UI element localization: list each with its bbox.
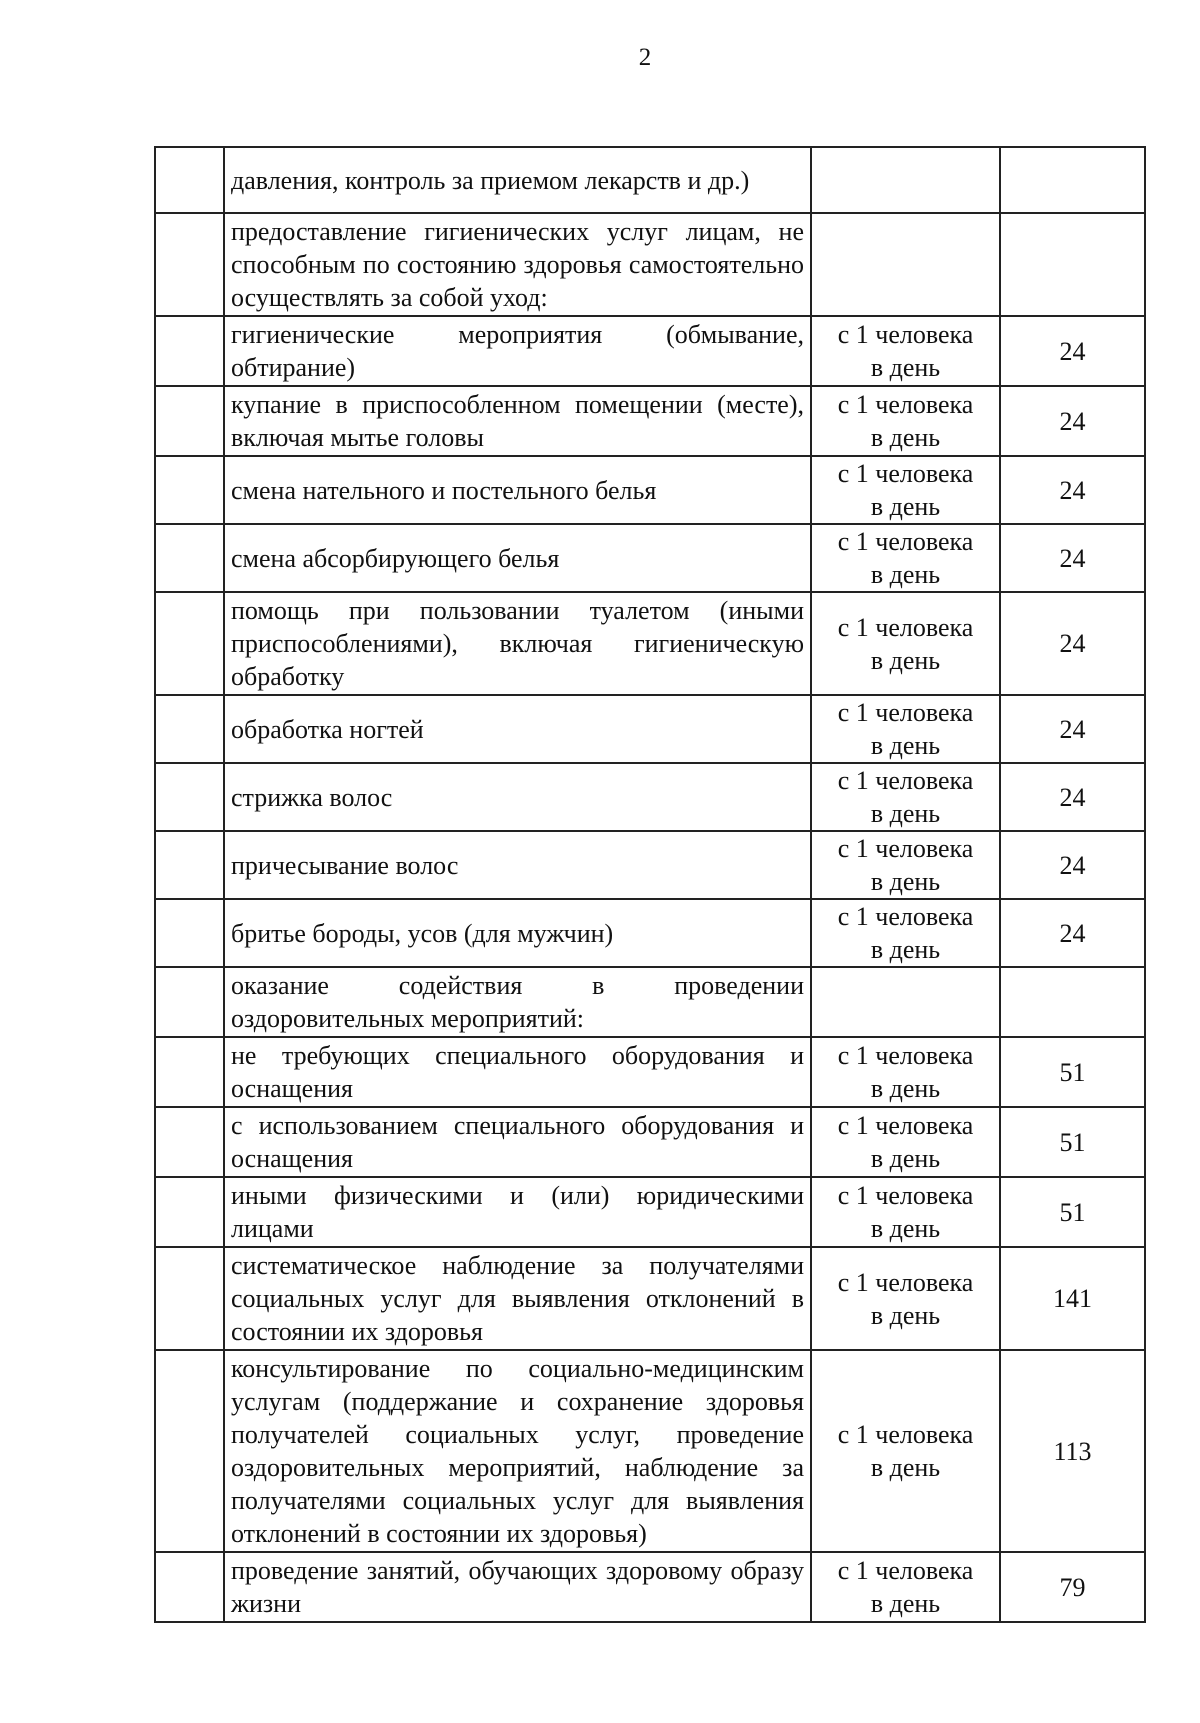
row-number-cell xyxy=(155,592,224,695)
rate-value: 51 xyxy=(1000,1037,1145,1107)
unit-line-1: с 1 человека xyxy=(837,527,974,556)
unit-line-2: в день xyxy=(870,867,941,896)
table-row xyxy=(155,147,1145,213)
unit-line-1: с 1 человека xyxy=(837,902,974,931)
row-number-cell xyxy=(155,1107,224,1177)
unit-cell xyxy=(811,1247,1000,1350)
rate-value: 79 xyxy=(1000,1552,1145,1622)
row-number-cell xyxy=(155,524,224,592)
rate-value xyxy=(1000,147,1145,213)
unit-cell xyxy=(811,316,1000,386)
unit-line-2: в день xyxy=(870,560,941,589)
page-number: 2 xyxy=(638,44,652,71)
table-row xyxy=(155,831,1145,899)
unit-line-2: в день xyxy=(870,1453,941,1482)
unit-line-1: с 1 человека xyxy=(837,1556,974,1585)
row-number-cell xyxy=(155,1247,224,1350)
unit-line-1: с 1 человека xyxy=(837,1420,974,1449)
rate-value: 51 xyxy=(1000,1177,1145,1247)
table-row xyxy=(155,763,1145,831)
unit-cell xyxy=(811,524,1000,592)
rate-value: 24 xyxy=(1000,386,1145,456)
service-description: иными физическими и (или) юридическими лицами xyxy=(224,1177,811,1247)
row-number-cell xyxy=(155,831,224,899)
rate-value: 24 xyxy=(1000,695,1145,763)
rate-value: 113 xyxy=(1000,1350,1145,1552)
table-row xyxy=(155,592,1145,695)
rate-value: 24 xyxy=(1000,899,1145,967)
unit-line-1: с 1 человека xyxy=(837,698,974,727)
unit-line-2: в день xyxy=(870,1214,941,1243)
rate-value: 24 xyxy=(1000,524,1145,592)
table-row xyxy=(155,1107,1145,1177)
service-description: предоставление гигиенических услуг лицам, не способным по состоянию здоровья самостоятельно осуществлять за собой уход: xyxy=(224,213,811,316)
unit-cell xyxy=(811,1350,1000,1552)
table-row xyxy=(155,1177,1145,1247)
unit-line-2: в день xyxy=(870,935,941,964)
unit-line-2: в день xyxy=(870,799,941,828)
service-description: оказание содействия в проведении оздоровительных мероприятий: xyxy=(224,967,811,1037)
service-description: проведение занятий, обучающих здоровому образу жизни xyxy=(224,1552,811,1622)
row-number-cell xyxy=(155,763,224,831)
unit-line-1: с 1 человека xyxy=(837,459,974,488)
unit-cell xyxy=(811,386,1000,456)
rate-value: 24 xyxy=(1000,592,1145,695)
service-description: помощь при пользовании туалетом (иными приспособлениями), включая гигиеническую обработку xyxy=(224,592,811,695)
service-description: смена абсорбирующего белья xyxy=(224,524,811,592)
table-row xyxy=(155,1350,1145,1552)
services-table xyxy=(154,146,1146,1623)
table-row xyxy=(155,524,1145,592)
row-number-cell xyxy=(155,213,224,316)
service-description: гигиенические мероприятия (обмывание, обтирание) xyxy=(224,316,811,386)
rate-value xyxy=(1000,967,1145,1037)
unit-line-2: в день xyxy=(870,731,941,760)
unit-cell xyxy=(811,1037,1000,1107)
unit-cell xyxy=(811,456,1000,524)
table-row xyxy=(155,456,1145,524)
unit-cell xyxy=(811,967,1000,1037)
unit-cell xyxy=(811,763,1000,831)
row-number-cell xyxy=(155,147,224,213)
unit-cell xyxy=(811,1177,1000,1247)
service-description: смена нательного и постельного белья xyxy=(224,456,811,524)
unit-line-1: с 1 человека xyxy=(837,1267,974,1297)
rate-value: 51 xyxy=(1000,1107,1145,1177)
unit-line-2: в день xyxy=(870,492,941,521)
unit-line-1: с 1 человека xyxy=(837,390,974,419)
unit-cell xyxy=(811,147,1000,213)
unit-line-1: с 1 человека xyxy=(837,1111,974,1140)
unit-line-2: в день xyxy=(870,645,941,675)
row-number-cell xyxy=(155,1037,224,1107)
unit-line-1: с 1 человека xyxy=(837,1181,974,1210)
unit-cell xyxy=(811,899,1000,967)
unit-line-2: в день xyxy=(870,353,941,382)
unit-cell xyxy=(811,695,1000,763)
unit-line-1: с 1 человека xyxy=(837,1041,974,1070)
service-description: купание в приспособленном помещении (месте), включая мытье головы xyxy=(224,386,811,456)
row-number-cell xyxy=(155,386,224,456)
table-row xyxy=(155,967,1145,1037)
row-number-cell xyxy=(155,1552,224,1622)
table-row xyxy=(155,899,1145,967)
table-row xyxy=(155,1552,1145,1622)
unit-line-2: в день xyxy=(870,1074,941,1103)
unit-line-2: в день xyxy=(870,1589,941,1618)
service-description: не требующих специального оборудования и оснащения xyxy=(224,1037,811,1107)
service-description: давления, контроль за приемом лекарств и др.) xyxy=(224,147,811,213)
service-description: причесывание волос xyxy=(224,831,811,899)
unit-line-2: в день xyxy=(870,1300,941,1330)
row-number-cell xyxy=(155,967,224,1037)
row-number-cell xyxy=(155,695,224,763)
table-row xyxy=(155,386,1145,456)
service-description: с использованием специального оборудования и оснащения xyxy=(224,1107,811,1177)
rate-value: 24 xyxy=(1000,456,1145,524)
unit-cell xyxy=(811,1552,1000,1622)
service-description: стрижка волос xyxy=(224,763,811,831)
table-row xyxy=(155,316,1145,386)
rate-value: 24 xyxy=(1000,316,1145,386)
service-description: консультирование по социально-медицинским услугам (поддержание и сохранение здоровья получателей социальных услуг, проведение оздоровительных мероприятий, наблюдение за получателями социальных услуг для выявления отклонений в состоянии их здоровья) xyxy=(224,1350,811,1552)
row-number-cell xyxy=(155,316,224,386)
table-row xyxy=(155,1037,1145,1107)
row-number-cell xyxy=(155,456,224,524)
rate-value xyxy=(1000,213,1145,316)
unit-line-1: с 1 человека xyxy=(837,320,974,349)
service-description: обработка ногтей xyxy=(224,695,811,763)
row-number-cell xyxy=(155,899,224,967)
service-description: бритье бороды, усов (для мужчин) xyxy=(224,899,811,967)
unit-cell xyxy=(811,831,1000,899)
unit-cell xyxy=(811,592,1000,695)
row-number-cell xyxy=(155,1177,224,1247)
service-description: систематическое наблюдение за получателями социальных услуг для выявления отклонений в состоянии их здоровья xyxy=(224,1247,811,1350)
rate-value: 24 xyxy=(1000,763,1145,831)
table-row xyxy=(155,1247,1145,1350)
table-row xyxy=(155,695,1145,763)
rate-value: 24 xyxy=(1000,831,1145,899)
unit-cell xyxy=(811,213,1000,316)
unit-cell xyxy=(811,1107,1000,1177)
unit-line-1: с 1 человека xyxy=(837,834,974,863)
unit-line-2: в день xyxy=(870,1144,941,1173)
table-row xyxy=(155,213,1145,316)
rate-value: 141 xyxy=(1000,1247,1145,1350)
unit-line-2: в день xyxy=(870,423,941,452)
unit-line-1: с 1 человека xyxy=(837,612,974,642)
row-number-cell xyxy=(155,1350,224,1552)
unit-line-1: с 1 человека xyxy=(837,766,974,795)
